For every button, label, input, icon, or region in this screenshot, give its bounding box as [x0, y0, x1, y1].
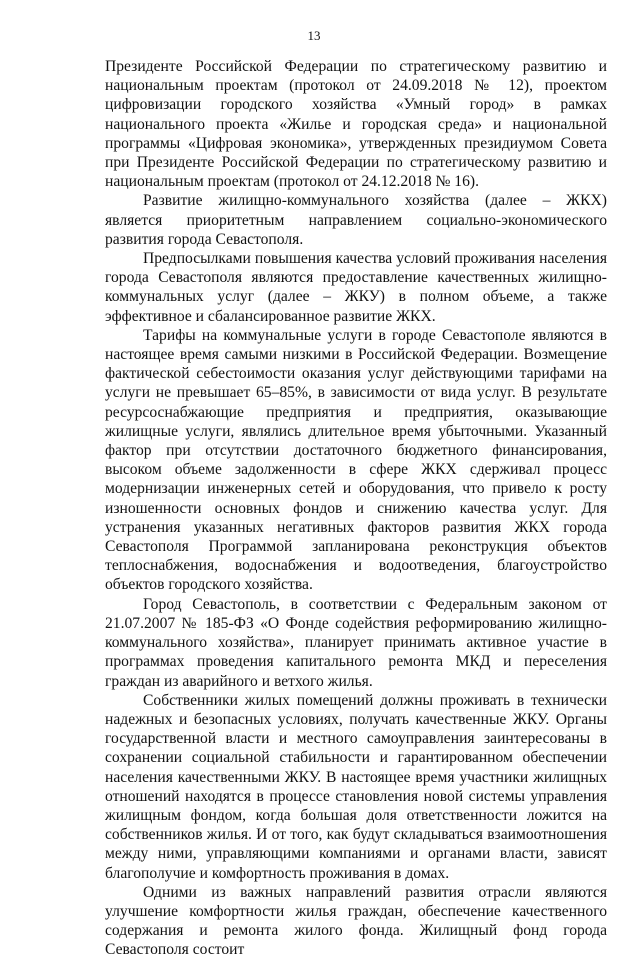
paragraph-4: Тарифы на коммунальные услуги в городе Севастополе являются в настоящее время самыми низкими в Российской Федерации. Возмещение фактической себестоимости оказания услуг действующими тарифами на услуги не превышает 65–85%, в зависимости от вида услуг. В результате ресурсоснабжающие предприятия и предприятия, оказывающие жилищные услуги, являлись длительное время убыточными. Указанный фактор при отсутствии достаточного бюджетного финансирования, высоком объеме задолженности в сфере ЖКХ сдерживал процесс модернизации инженерных сетей и оборудования, что привело к росту изношенности основных фондов и снижению качества услуг. Для устранения указанных негативных факторов развития ЖКХ города Севастополя Программой запланирована реконструкция объектов теплоснабжения, водоснабжения и водоотведения, благоустройство объектов городского хозяйства.	[105, 326, 607, 594]
document-body	[105, 57, 607, 960]
paragraph-3: Предпосылками повышения качества условий проживания населения города Севастополя являются предоставление качественных жилищно-коммунальных услуг (далее – ЖКУ) в полном объеме, а также эффективное и сбалансированное развитие ЖКХ.	[105, 250, 607, 325]
paragraph-6: Собственники жилых помещений должны проживать в технически надежных и безопасных условиях, получать качественные ЖКУ. Органы государственной власти и местного самоуправления заинтересованы в сохранении социальной стабильности и гарантированном обеспечении населения качественными ЖКУ. В настоящее время участники жилищных отношений находятся в процессе становления новой системы управления жилищным фондом, когда большая доля ответственности ложится на собственников жилья. И от того, как будут складываться взаимоотношения между ними, управляющими компаниями и органами власти, зависят благополучие и комфортность проживания в домах.	[105, 691, 607, 882]
paragraph-1: Президенте Российской Федерации по стратегическому развитию и национальным проектам (протокол от 24.09.2018 № 12), проектом цифровизации городского хозяйства «Умный город» в рамках национального проекта «Жилье и городская среда» и национальной программы «Цифровая экономика», утвержденных президиумом Совета при Президенте Российской Федерации по стратегическому развитию и национальным проектам (протокол от 24.12.2018 № 16).	[105, 58, 607, 191]
paragraph-2: Развитие жилищно-коммунального хозяйства (далее – ЖКХ) является приоритетным направлением социально-экономического развития города Севастополя.	[105, 192, 607, 248]
page-number: 13	[307, 28, 321, 43]
paragraph-5: Город Севастополь, в соответствии с Федеральным законом от 21.07.2007 № 185-ФЗ «О Фонде содействия реформированию жилищно-коммунального хозяйства», планирует принимать активное участие в программах проведения капитального ремонта МКД и переселения граждан из аварийного и ветхого жилья.	[105, 595, 607, 690]
paragraph-7: Одними из важных направлений развития отрасли являются улучшение комфортности жилья граждан, обеспечение качественного содержания и ремонта жилого фонда. Жилищный фонд города Севастополя состоит	[105, 883, 607, 959]
